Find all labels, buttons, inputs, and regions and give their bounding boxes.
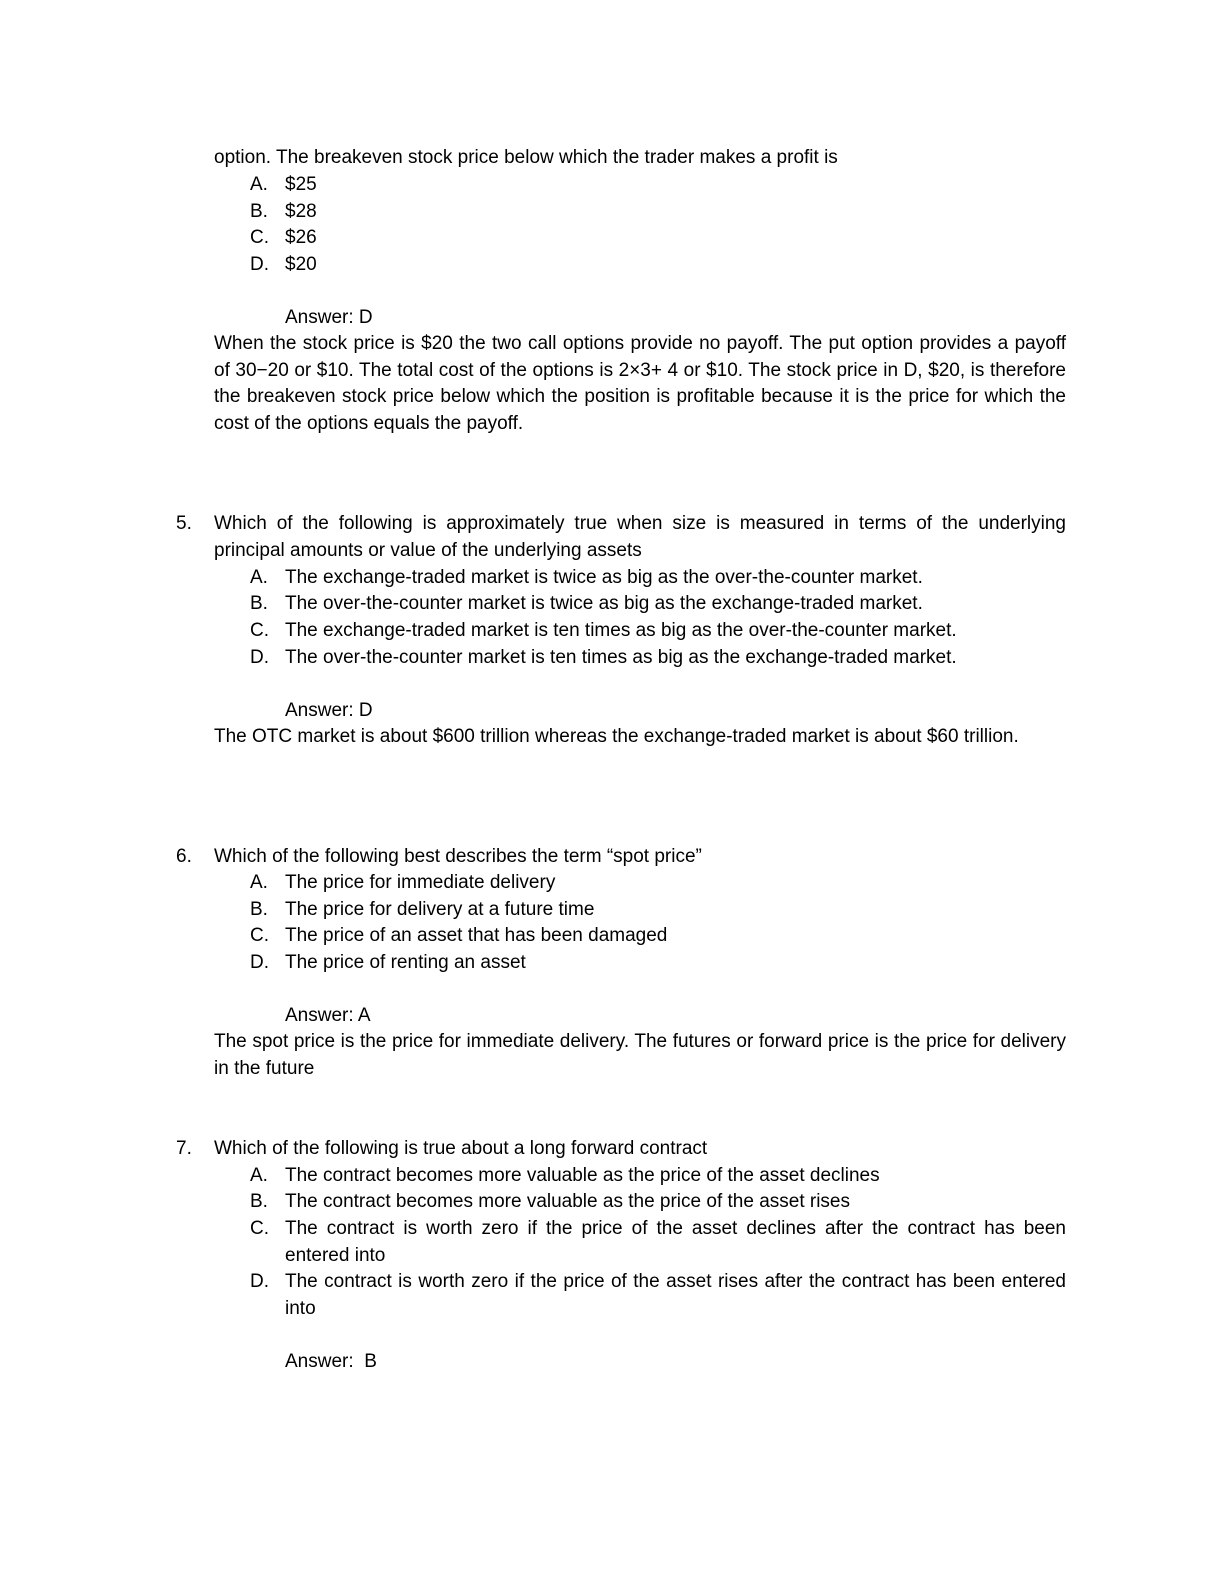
question-number: 7. bbox=[176, 1138, 192, 1159]
option-text: The price of an asset that has been damaged bbox=[285, 925, 668, 946]
option-letter: D. bbox=[250, 254, 269, 275]
option-text: $28 bbox=[285, 201, 317, 222]
option-letter: B. bbox=[250, 593, 268, 614]
option-text: $20 bbox=[285, 254, 317, 275]
option-text: The contract is worth zero if the price of the asset rises after the contract has been entered into bbox=[285, 1271, 1066, 1319]
option-letter: C. bbox=[250, 925, 269, 946]
option-text: The price for immediate delivery bbox=[285, 872, 556, 893]
answer-label: Answer: D bbox=[285, 700, 373, 721]
question-stem: Which of the following is true about a long forward contract bbox=[214, 1138, 708, 1159]
option-text: The over-the-counter market is ten times as big as the exchange-traded market. bbox=[285, 647, 957, 668]
option-text: $25 bbox=[285, 174, 317, 195]
option-letter: C. bbox=[250, 1218, 269, 1239]
answer-explanation: The spot price is the price for immediate delivery. The futures or forward price is the price for delivery in the future bbox=[214, 1031, 1066, 1079]
option-text: The exchange-traded market is ten times as big as the over-the-counter market. bbox=[285, 620, 957, 641]
answer-label: Answer: D bbox=[285, 307, 373, 328]
option-letter: A. bbox=[250, 872, 268, 893]
option-letter: A. bbox=[250, 1165, 268, 1186]
option-text: The contract becomes more valuable as the price of the asset declines bbox=[285, 1165, 880, 1186]
question-4-stem-tail: option. The breakeven stock price below which the trader makes a profit is bbox=[214, 147, 838, 168]
option-letter: B. bbox=[250, 201, 268, 222]
question-number: 6. bbox=[176, 846, 192, 867]
question-stem: Which of the following best describes the term “spot price” bbox=[214, 846, 702, 867]
question-number: 5. bbox=[176, 513, 192, 534]
question-stem: Which of the following is approximately true when size is measured in terms of the underlying principal amounts or value of the underlying assets bbox=[214, 513, 1066, 561]
option-letter: B. bbox=[250, 899, 268, 920]
answer-label: Answer: A bbox=[285, 1005, 371, 1026]
option-letter: C. bbox=[250, 227, 269, 248]
answer-label: Answer: B bbox=[285, 1351, 377, 1372]
option-letter: A. bbox=[250, 567, 268, 588]
option-text: The contract becomes more valuable as the price of the asset rises bbox=[285, 1191, 850, 1212]
option-letter: D. bbox=[250, 647, 269, 668]
option-letter: C. bbox=[250, 620, 269, 641]
option-text: $26 bbox=[285, 227, 317, 248]
option-letter: D. bbox=[250, 952, 269, 973]
option-letter: B. bbox=[250, 1191, 268, 1212]
option-text: The contract is worth zero if the price of the asset declines after the contract has been entered into bbox=[285, 1218, 1066, 1266]
answer-explanation: The OTC market is about $600 trillion whereas the exchange-traded market is about $60 trillion. bbox=[214, 726, 1019, 747]
option-letter: D. bbox=[250, 1271, 269, 1292]
option-text: The price for delivery at a future time bbox=[285, 899, 595, 920]
option-text: The price of renting an asset bbox=[285, 952, 526, 973]
option-letter: A. bbox=[250, 174, 268, 195]
answer-explanation: When the stock price is $20 the two call options provide no payoff. The put option provides a payoff of 30−20 or $10. The total cost of the options is 2×3+ 4 or $10. The stock price in D, $20, is therefore the breakeven stock price below which the position is profitable because it is the price for which the cost of the options equals the payoff. bbox=[214, 333, 1066, 435]
option-text: The exchange-traded market is twice as big as the over-the-counter market. bbox=[285, 567, 923, 588]
option-text: The over-the-counter market is twice as big as the exchange-traded market. bbox=[285, 593, 923, 614]
